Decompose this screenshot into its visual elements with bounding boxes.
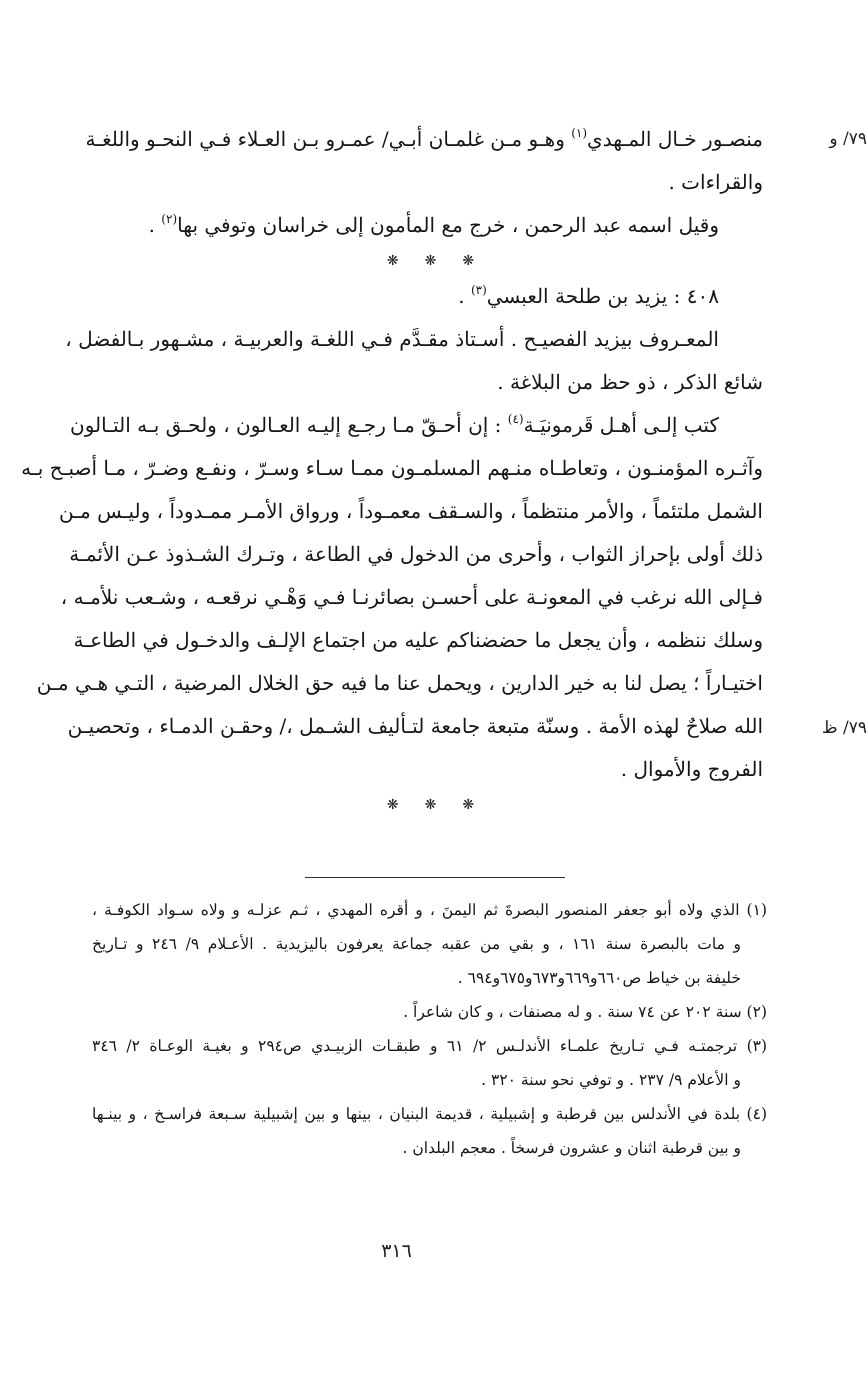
text-line xyxy=(98,204,763,247)
manuscript-folio-mark: ٧٩/ ظ xyxy=(821,718,867,738)
text-segment: منصـور خـال المـهدي xyxy=(587,127,763,151)
footnote-ref: (٢) xyxy=(161,212,178,226)
entry-title: ٤٠٨ : يزيد بن طلحة العبسي xyxy=(486,284,719,308)
text-line: الشمل ملتئماً ، والأمر منتظماً ، والسـقف معمـوداً ، ورواق الأمـر ممـدوداً ، وليـس مـن xyxy=(58,499,763,523)
footnote-ref: (٤) xyxy=(507,412,524,426)
footnote-line: و مات بالبصرة سنة ١٦١ ، و بقي من عقبه جماعة يعرفون باليزيدية . الأعـلام ٩/ ٢٤٦ و تـاريخ xyxy=(92,935,741,953)
footnote-1 xyxy=(92,893,767,995)
section-divider-ornament: ❋❋❋ xyxy=(386,253,501,269)
text-line: فـإلى الله نرغب في المعونـة على أحسـن بصائرنـا فـي وَهْـي نرقعـه ، وشـعب نلأمـه ، xyxy=(60,585,763,609)
page-number: ٣١٦ xyxy=(381,1240,412,1262)
manuscript-folio-mark: ٧٩/ و xyxy=(829,129,867,149)
footnote-4 xyxy=(92,1097,767,1165)
text-line: والقراءات . xyxy=(668,170,763,194)
footnotes xyxy=(92,893,767,1165)
footnote-3 xyxy=(92,1029,767,1097)
footnote-line: (١) الذي ولاه أبو جعفر المنصور البصرةَ ثم اليمنَ ، و أقره المهدي ، ثـم عزلـه و ولاه سـواد الكوفـة ، xyxy=(92,901,767,919)
text-line xyxy=(85,118,763,161)
entry-heading xyxy=(98,275,763,318)
text-segment: : إن أحـقّ مـا رجـع إليـه العـالون ، ولحـق بـه التـالون xyxy=(70,413,508,437)
section-divider-ornament: ❋❋❋ xyxy=(386,797,501,813)
main-text xyxy=(21,118,763,819)
text-segment: . xyxy=(148,213,162,237)
text-line: شائع الذكر ، ذو حظ من البلاغة . xyxy=(497,370,763,394)
footnote-ref: (٣) xyxy=(470,283,487,297)
text-segment: كتب إلـى أهـل قَرمونيَـة xyxy=(523,413,719,437)
footnote-line: (٢) سنة ٢٠٢ عن ٧٤ سنة . و له مصنفات ، و كان شاعراً . xyxy=(403,1003,767,1021)
footnote-line: (٣) ترجمتـه فـي تـاريخ علمـاء الأندلـس ٢/ ٦١ و طبقـات الزبيـدي ص٢٩٤ و بغيـة الوعـاة ٢/ ٣٤٦ xyxy=(92,1037,768,1055)
text-segment: وقيل اسمه عبد الرحمن ، خرج مع المأمون إلى خراسان وتوفي بها xyxy=(177,213,719,237)
text-segment: وهـو مـن غلمـان أبـي/ عمـرو بـن العـلاء فـي النحـو واللغـة xyxy=(85,127,572,151)
footnote-ref: (١) xyxy=(571,126,588,140)
footnote-line: و الأعلام ٩/ ٢٣٧ . و توفي نحو سنة ٣٢٠ . xyxy=(481,1071,741,1089)
text-line: الفروج والأموال . xyxy=(620,757,763,781)
text-line: ذلك أولى بإحراز الثواب ، وأحرى من الدخول في الطاعة ، وتـرك الشـذوذ عـن الأئمـة xyxy=(69,542,763,566)
text-segment: . xyxy=(458,284,471,308)
text-line: وسلك ننظمه ، وأن يجعل ما حضضناكم عليه من اجتماع الإلـف والدخـول في الطاعـة xyxy=(73,628,763,652)
footnote-line: خليفة بن خياط ص٦٦٠و٦٦٩و٦٧٣و٦٧٥و٦٩٤ . xyxy=(457,969,741,987)
footnote-line: (٤) بلدة في الأندلس بين قرطبة و إشبيلية ، قديمة البنيان ، بينها و بين إشبيلية سـبعة فراسـخ ، و بينـها xyxy=(92,1105,767,1123)
text-line xyxy=(70,404,763,447)
text-line: وآثـره المؤمنـون ، وتعاطـاه منـهم المسلمـون ممـا سـاء وسـرّ ، ونفـع وضـرّ ، مـا أصبـح بـه xyxy=(21,456,763,480)
footnote-separator xyxy=(305,877,565,878)
text-line: المعـروف بيزيد الفصيـح . أسـتاذ مقـدَّم فـي اللغـة والعربيـة ، مشـهور بـالفضل ، xyxy=(65,327,719,351)
text-line: اختيـاراً ؛ يصل لنا به خير الدارين ، ويحمل عنا ما فيه حق الخلال المرضية ، التـي هـي مـن xyxy=(36,671,763,695)
text-line: الله صلاحٌ لهذه الأمة . وسنّة متبعة جامعة لتـأليف الشـمل ،/ وحقـن الدمـاء ، وتحصيـن xyxy=(67,714,763,738)
footnote-line: و بين قرطبة اثنان و عشرون فرسخاً . معجم البلدان . xyxy=(402,1139,741,1157)
footnote-2 xyxy=(92,995,767,1029)
